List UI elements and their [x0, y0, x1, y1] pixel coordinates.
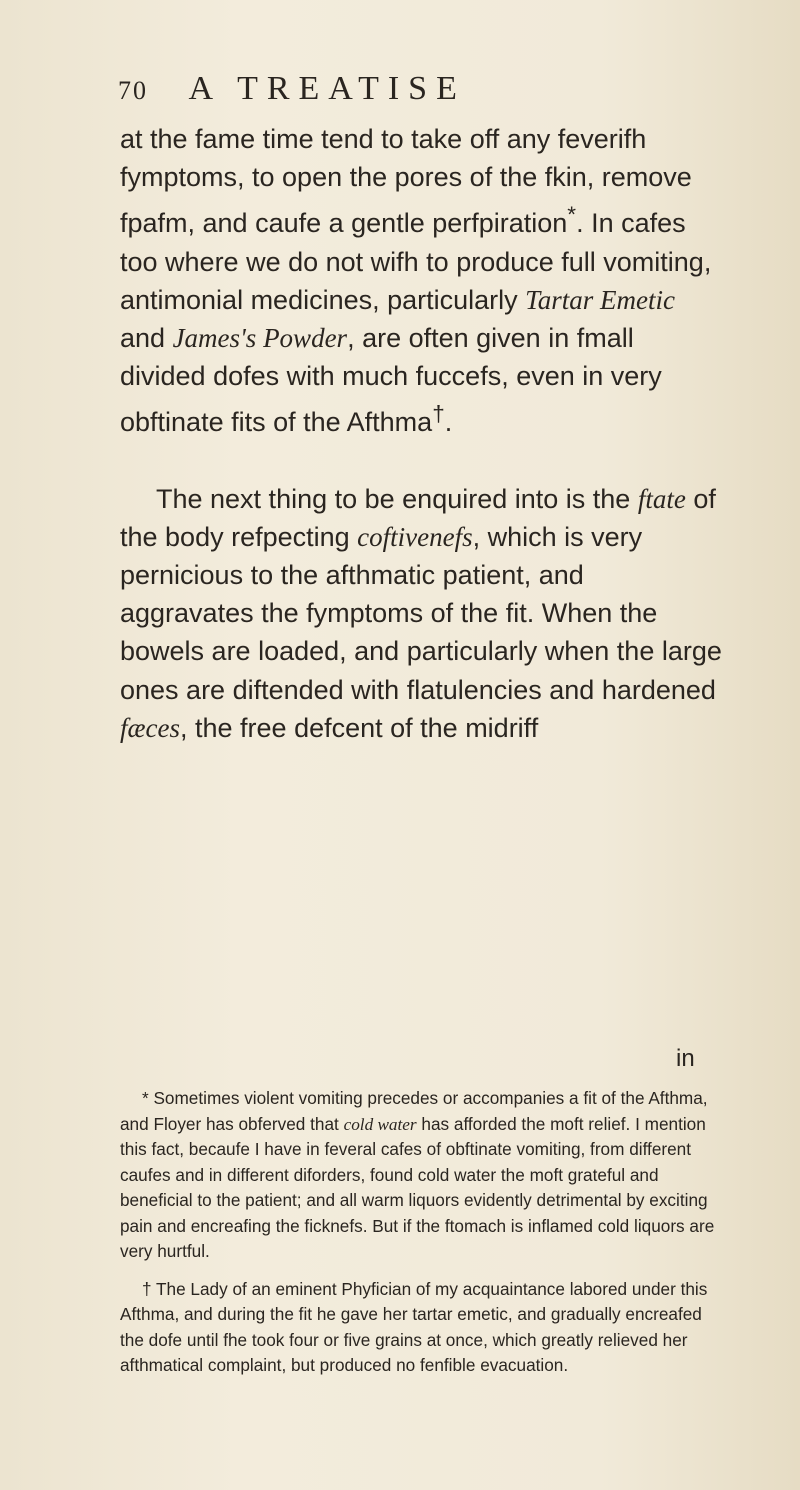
p2-text: , which is very pernicious to the afthmatic patient, and aggravates the fymptoms of the fit. When the bowels are loaded, and particularly when the large ones are diftended with flatulencies and hardened [120, 521, 722, 705]
fn1-text: * Sometimes violent vomiting precedes or accompanies a fit of the Afthma, and Floyer has obferved that [120, 1088, 708, 1134]
catchword: in [676, 1045, 695, 1072]
footnotes [120, 1086, 724, 1379]
paragraph-1 [120, 120, 722, 442]
page-number: 70 [118, 76, 148, 105]
p2-text: The next thing to be enquired into is the [156, 483, 638, 514]
p1-text: and [120, 323, 173, 354]
p1-text: , are often given in fmall divided dofes with much fuccefs, even in very obftinate fits of the Afthma [120, 323, 662, 438]
running-header [118, 70, 718, 108]
p1-italic: James's Powder [172, 323, 348, 354]
footnote-2: † The Lady of an eminent Phyfician of my acquaintance labored under this Afthma, and during the fit he gave her tartar emetic, and gradually encreafed the dofe until fhe took four or five grains at once, which greatly relieved her afthmatical complaint, but produced no fenfible evacuation. [120, 1278, 708, 1375]
running-title: A TREATISE [188, 70, 466, 107]
p2-italic: ftate [637, 483, 686, 514]
p2-italic: fæces [120, 712, 180, 743]
p1-text: . In cafes too where we do not wifh to produce full vomiting, antimonial medicines, particularly [120, 208, 712, 315]
p2-italic: coftivenefs [357, 521, 473, 552]
footnote-1 [120, 1086, 724, 1265]
main-text [120, 120, 722, 747]
fn1-italic: cold water [343, 1114, 417, 1134]
paragraph-2 [120, 480, 722, 747]
p1-text: at the fame time tend to take off any feverifh fymptoms, to open the pores of the fkin, remove fpafm, and caufe a gentle perfpiration [120, 124, 692, 239]
footnote-ref-dagger: † [432, 401, 445, 427]
p1-text: . [444, 407, 453, 438]
footnote-ref-asterisk: * [567, 202, 577, 228]
p1-italic: Tartar Emetic [525, 284, 675, 315]
p2-text: , the free defcent of the midriff [180, 712, 539, 743]
p2-text: of the body refpecting [120, 483, 716, 552]
fn1-text: has afforded the moft relief. I mention this fact, becaufe I have in feveral cafes of obftinate vomiting, from different caufes and in different diforders, found cold water the moft grateful and beneficial to the patient; and all warm liquors evidently detrimental by exciting pain and encreafing the ficknefs. But if the ftomach is inflamed cold liquors are very hurtful. [120, 1113, 715, 1261]
